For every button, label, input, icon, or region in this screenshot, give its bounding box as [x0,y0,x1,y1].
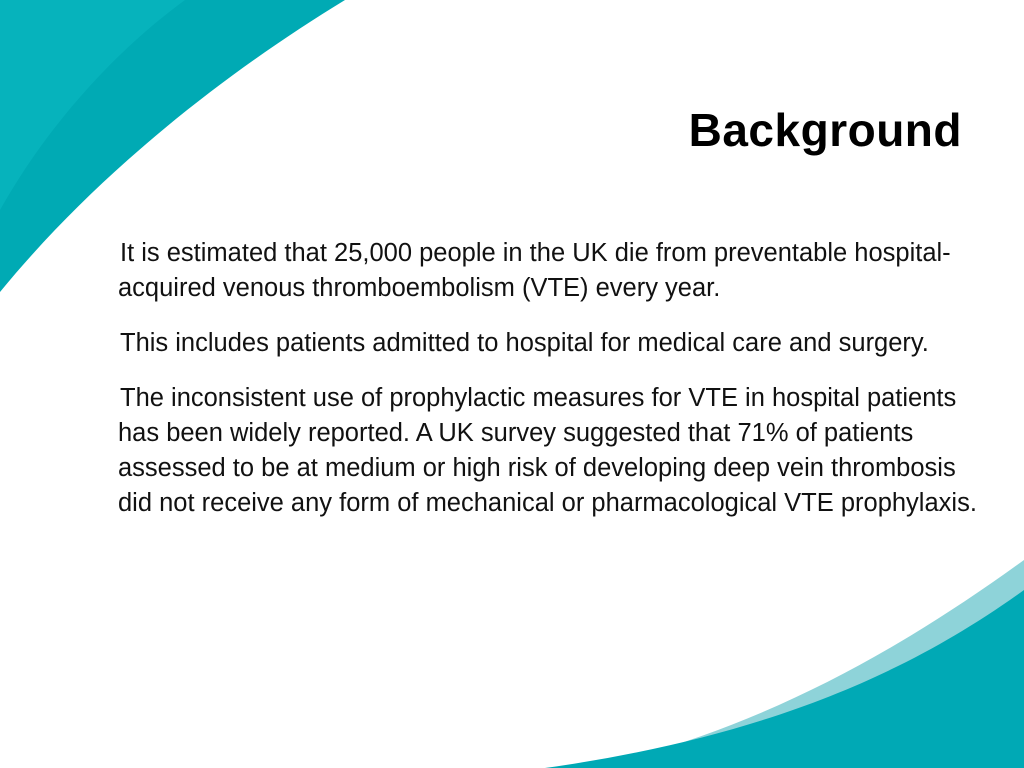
paragraph-vte-deaths: It is estimated that 25,000 people in the UK die from preventable hospital-acquired venous thromboembolism (VTE) every year. [118,239,951,302]
slide-title: Background [688,104,962,156]
paragraph-patients-included: This includes patients admitted to hospital for medical care and surgery. [120,329,929,357]
slide-body [118,236,988,541]
paragraph-prophylaxis-survey: The inconsistent use of prophylactic measures for VTE in hospital patients has been widely reported. A UK survey suggested that 71% of patients assessed to be at medium or high risk of developing deep vein thrombosis did not receive any form of mechanical or pharmacological VTE prophylaxis. [118,384,977,517]
